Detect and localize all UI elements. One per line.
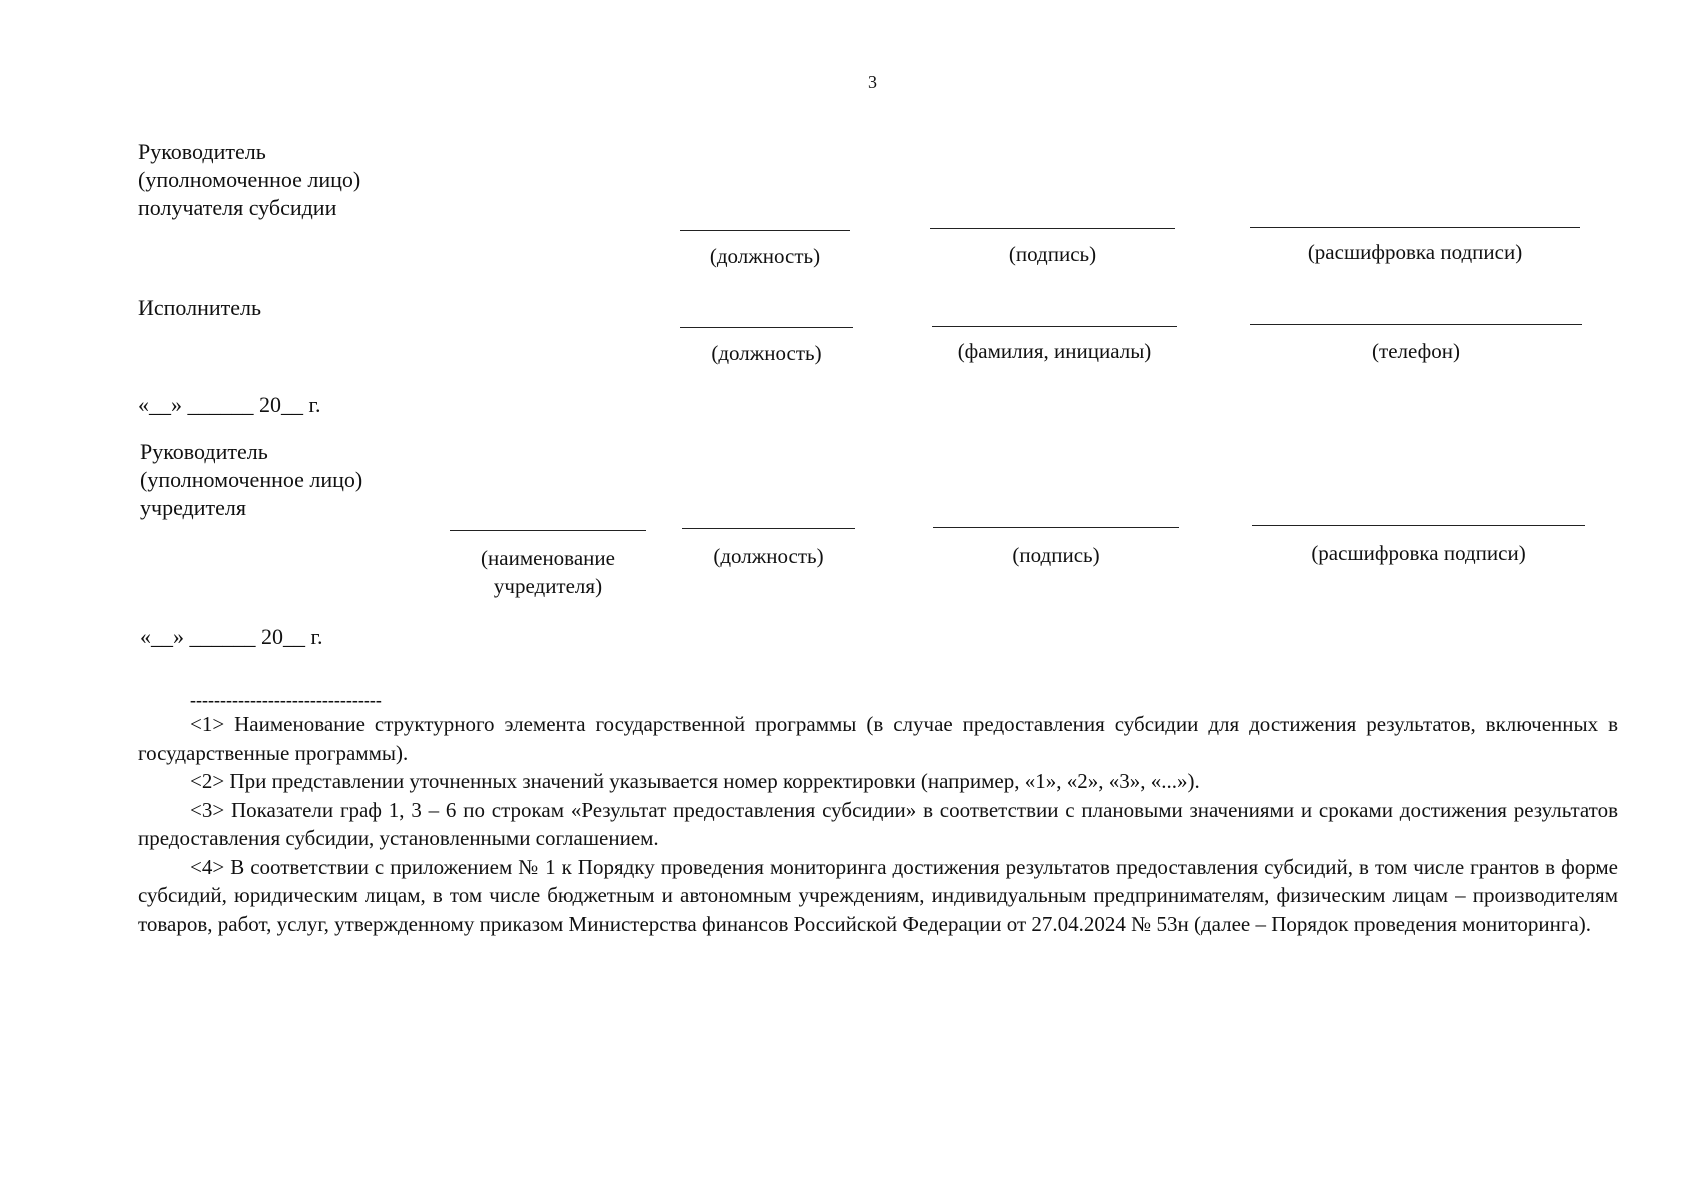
label-line: (уполномоченное лицо) [138, 167, 361, 192]
signature-line [930, 228, 1175, 229]
label-line: (уполномоченное лицо) [140, 467, 363, 492]
name-line [932, 326, 1177, 327]
label-line: Руководитель [138, 139, 266, 164]
caption-position: (должность) [709, 244, 821, 268]
caption-position: (должность) [711, 341, 822, 365]
signature-line [933, 527, 1179, 528]
caption-name: (фамилия, инициалы) [957, 339, 1152, 363]
caption-line: учредителя) [493, 574, 603, 598]
footnote-2: <2> При представлении уточненных значений указывается номер корректировки (например, «1», «2», «3», «...»). [190, 769, 1200, 793]
footnote-1: <1> Наименование структурного элемента государственной программы (в случае предоставления субсидии для достижения результатов, включенных в государственные программы). [138, 712, 1618, 765]
founder-name-line [450, 530, 646, 531]
caption-founder-name [450, 544, 646, 600]
footnotes [138, 710, 1618, 938]
page-number: 3 [868, 72, 877, 92]
caption-phone: (телефон) [1372, 339, 1460, 363]
footnote-3: <3> Показатели граф 1, 3 – 6 по строкам «Результат предоставления субсидии» в соответствии с плановыми значениями и сроками достижения результатов предоставления субсидии, установленными соглашением. [138, 797, 1618, 850]
caption-signature-decode: (расшифровка подписи) [1311, 541, 1526, 565]
label-line: учредителя [140, 495, 246, 520]
caption-position: (должность) [713, 544, 824, 568]
position-line [680, 327, 853, 328]
date-line: «__» ______ 20__ г. [138, 392, 321, 417]
caption-signature: (подпись) [1012, 543, 1100, 567]
caption-line: (наименование [481, 546, 615, 570]
label-line: Руководитель [140, 439, 268, 464]
caption-signature-decode: (расшифровка подписи) [1307, 240, 1523, 264]
signature-decode-line [1252, 525, 1585, 526]
signature-decode-line [1250, 227, 1580, 228]
founder-head-label [140, 438, 362, 522]
date-line: «__» ______ 20__ г. [140, 624, 323, 649]
label-line: получателя субсидии [138, 195, 337, 220]
position-line [682, 528, 855, 529]
executor-label: Исполнитель [138, 295, 262, 320]
phone-line [1250, 324, 1582, 325]
caption-signature: (подпись) [1008, 242, 1097, 266]
footnote-4: <4> В соответствии с приложением № 1 к Порядку проведения мониторинга достижения результатов предоставления субсидий, в том числе грантов в форме субсидий, юридическим лицам, в том числе бюджетным и автономным учреждениям, индивидуальным предпринимателям, физическим лицам – производителям товаров, работ, услуг, утвержденному приказом Министерства финансов Российской Федерации от 27.04.2024 № 53н (далее – Порядок проведения мониторинга). [138, 854, 1618, 936]
position-line [680, 230, 850, 231]
footnote-separator: -------------------------------- [190, 690, 382, 710]
recipient-head-label [138, 138, 360, 222]
